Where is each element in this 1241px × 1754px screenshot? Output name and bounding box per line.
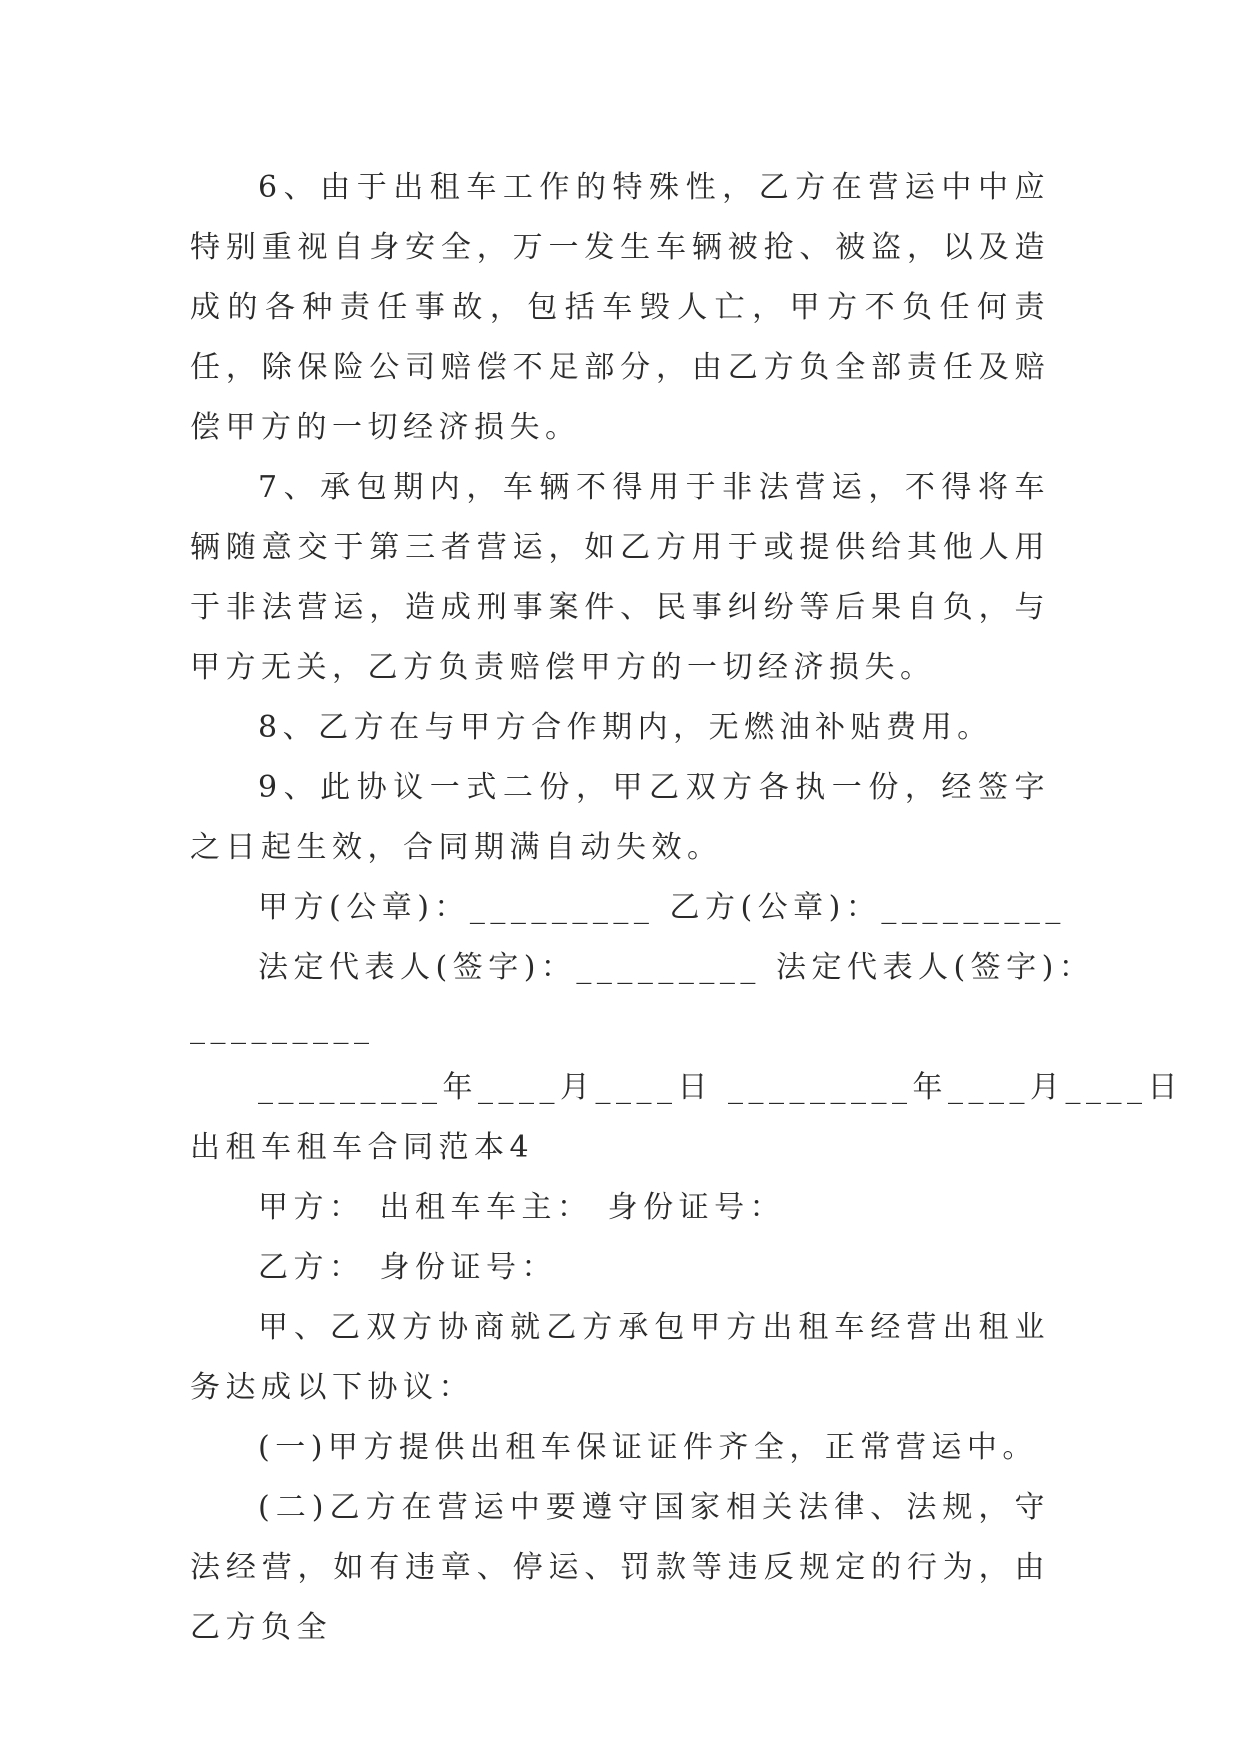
signature-seal-line: 甲方(公章)：_________ 乙方(公章)：_________ bbox=[258, 890, 1066, 925]
agreement-intro: 甲、乙双方协商就乙方承包甲方出租车经营出租业务达成以下协议： bbox=[190, 1310, 1050, 1405]
signature-blank-line: _________ bbox=[190, 1010, 375, 1045]
article-1: (一)甲方提供出租车保证证件齐全，正常营运中。 bbox=[258, 1430, 1038, 1465]
party-a-line: 甲方： 出租车车主： 身份证号： bbox=[258, 1190, 786, 1225]
clause-6: 6、由于出租车工作的特殊性，乙方在营运中中应特别重视自身安全，万一发生车辆被抢、被盗，以及造成的各种责任事故，包括车毁人亡，甲方不负任何责任，除保险公司赔偿不足部分，由乙方负全部责任及赔偿甲方的一切经济损失。 bbox=[190, 170, 1050, 445]
clause-8: 8、乙方在与甲方合作期内，无燃油补贴费用。 bbox=[258, 710, 993, 745]
party-b-line: 乙方： 身份证号： bbox=[258, 1250, 558, 1285]
clause-7: 7、承包期内，车辆不得用于非法营运，不得将车辆随意交于第三者营运，如乙方用于或提供给其他人用于非法营运，造成刑事案件、民事纠纷等后果自负，与甲方无关，乙方负责赔偿甲方的一切经济损失。 bbox=[190, 470, 1050, 685]
date-line: _________年____月____日 _________年____月____日 bbox=[258, 1070, 1184, 1105]
document-body bbox=[190, 158, 1184, 1658]
contract-heading: 出租车租车合同范本4 bbox=[190, 1130, 535, 1165]
signature-representative-line: 法定代表人(签字)：_________ 法定代表人(签字)： bbox=[258, 950, 1095, 985]
article-2: (二)乙方在营运中要遵守国家相关法律、法规，守法经营，如有违章、停运、罚款等违反规定的行为，由乙方负全 bbox=[190, 1490, 1050, 1645]
clause-9: 9、此协议一式二份，甲乙双方各执一份，经签字之日起生效，合同期满自动失效。 bbox=[190, 770, 1050, 865]
